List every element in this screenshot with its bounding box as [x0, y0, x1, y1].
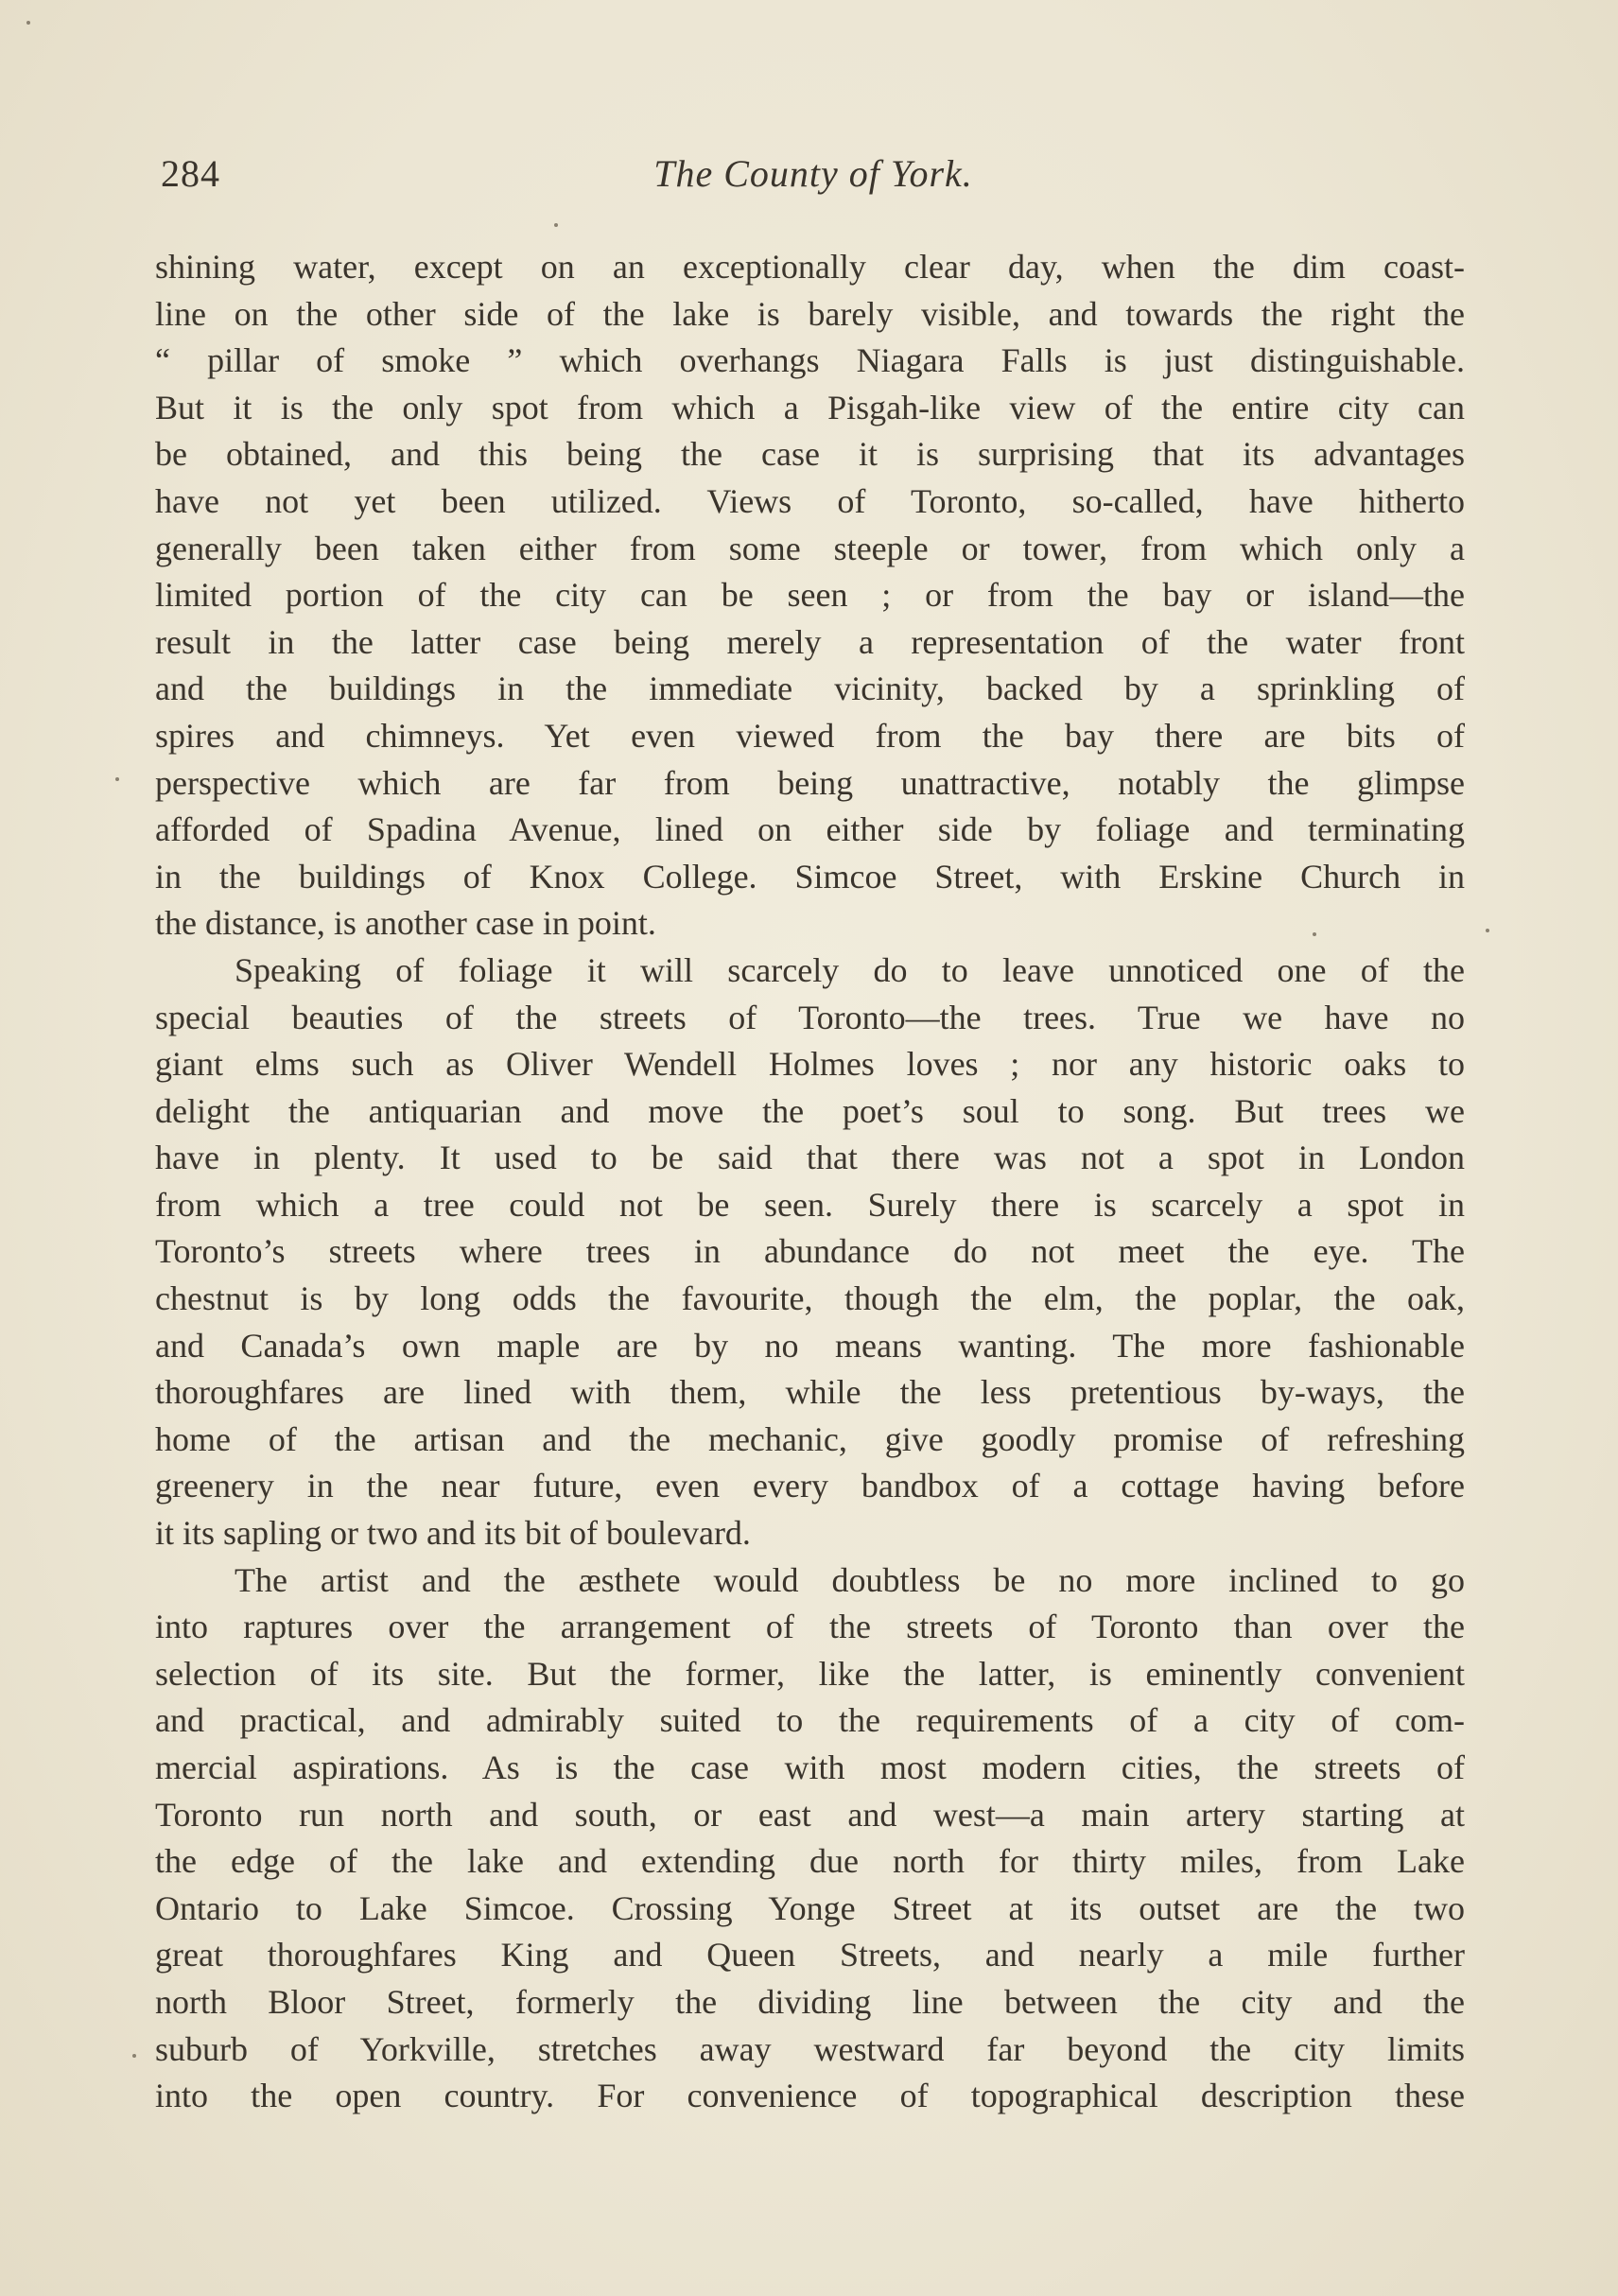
text-line: spires and chimneys. Yet even viewed from the bay there are bits of — [155, 716, 1465, 755]
text-line: into the open country. For convenience of topographical description these — [155, 2077, 1465, 2115]
text-line: “ pillar of smoke ” which overhangs Niagara Falls is just distinguishable. — [155, 341, 1465, 380]
text-line: suburb of Yorkville, stretches away westward far beyond the city limits — [155, 2029, 1465, 2068]
page-number: 284 — [161, 152, 220, 195]
running-title: The County of York. — [653, 152, 973, 195]
text-line: the edge of the lake and extending due north for thirty miles, from Lake — [155, 1842, 1465, 1881]
running-head — [161, 151, 1466, 208]
text-line: in the buildings of Knox College. Simcoe Street, with Erskine Church in — [155, 857, 1465, 896]
text-line: have in plenty. It used to be said that there was not a spot in London — [155, 1139, 1465, 1177]
text-line: perspective which are far from being unattractive, notably the glimpse — [155, 763, 1465, 802]
text-line: great thoroughfares King and Queen Streets, and nearly a mile further — [155, 1936, 1465, 1974]
text-line: be obtained, and this being the case it is surprising that its advantages — [155, 435, 1465, 474]
text-line: limited portion of the city can be seen ; or from the bay or island—the — [155, 576, 1465, 615]
text-line: But it is the only spot from which a Pisgah-like view of the entire city can — [155, 388, 1465, 426]
paragraph-2 — [155, 948, 1465, 1557]
text-line: the distance, is another case in point. — [155, 904, 656, 943]
text-line: Speaking of foliage it will scarcely do to leave unnoticed one of the — [235, 950, 1465, 989]
text-line: north Bloor Street, formerly the dividing line between the city and the — [155, 1982, 1465, 2021]
paper-speck — [115, 777, 119, 781]
text-line: home of the artisan and the mechanic, give goodly promise of refreshing — [155, 1419, 1465, 1458]
text-line: mercial aspirations. As is the case with most modern cities, the streets of — [155, 1748, 1465, 1786]
text-line: delight the antiquarian and move the poet’s soul to song. But trees we — [155, 1091, 1465, 1130]
text-line: and Canada’s own maple are by no means wanting. The more fashionable — [155, 1326, 1465, 1365]
paper-speck — [554, 223, 558, 227]
text-line: and practical, and admirably suited to the requirements of a city of com- — [155, 1701, 1465, 1740]
text-line: generally been taken either from some steeple or tower, from which only a — [155, 529, 1465, 567]
text-line: have not yet been utilized. Views of Toronto, so-called, have hitherto — [155, 481, 1465, 520]
text-line: it its sapling or two and its bit of boulevard. — [155, 1514, 751, 1553]
text-line: The artist and the æsthete would doubtless be no more inclined to go — [235, 1560, 1465, 1599]
text-line: line on the other side of the lake is barely visible, and towards the right the — [155, 294, 1465, 333]
paper-speck — [26, 21, 30, 25]
text-line: Toronto’s streets where trees in abundance do not meet the eye. The — [155, 1232, 1465, 1271]
text-line: giant elms such as Oliver Wendell Holmes loves ; nor any historic oaks to — [155, 1045, 1465, 1084]
text-line: shining water, except on an exceptionally clear day, when the dim coast- — [155, 248, 1465, 286]
text-line: Ontario to Lake Simcoe. Crossing Yonge Street at its outset are the two — [155, 1888, 1465, 1927]
text-line: result in the latter case being merely a representation of the water front — [155, 622, 1465, 661]
paper-speck — [1486, 929, 1489, 932]
body-text — [155, 244, 1465, 2120]
text-line: special beauties of the streets of Toronto—the trees. True we have no — [155, 998, 1465, 1036]
text-line: from which a tree could not be seen. Surely there is scarcely a spot in — [155, 1185, 1465, 1224]
text-line: chestnut is by long odds the favourite, though the elm, the poplar, the oak, — [155, 1279, 1465, 1318]
paragraph-3 — [155, 1557, 1465, 2120]
paragraph-1 — [155, 244, 1465, 948]
text-line: greenery in the near future, even every bandbox of a cottage having before — [155, 1467, 1465, 1505]
text-line: Toronto run north and south, or east and west—a main artery starting at — [155, 1795, 1465, 1834]
text-line: into raptures over the arrangement of the streets of Toronto than over the — [155, 1608, 1465, 1646]
paper-speck — [132, 2054, 136, 2058]
text-line: thoroughfares are lined with them, while the less pretentious by-ways, the — [155, 1373, 1465, 1412]
text-line: and the buildings in the immediate vicinity, backed by a sprinkling of — [155, 670, 1465, 708]
text-line: selection of its site. But the former, like the latter, is eminently convenient — [155, 1654, 1465, 1693]
text-line: afforded of Spadina Avenue, lined on either side by foliage and terminating — [155, 810, 1465, 849]
